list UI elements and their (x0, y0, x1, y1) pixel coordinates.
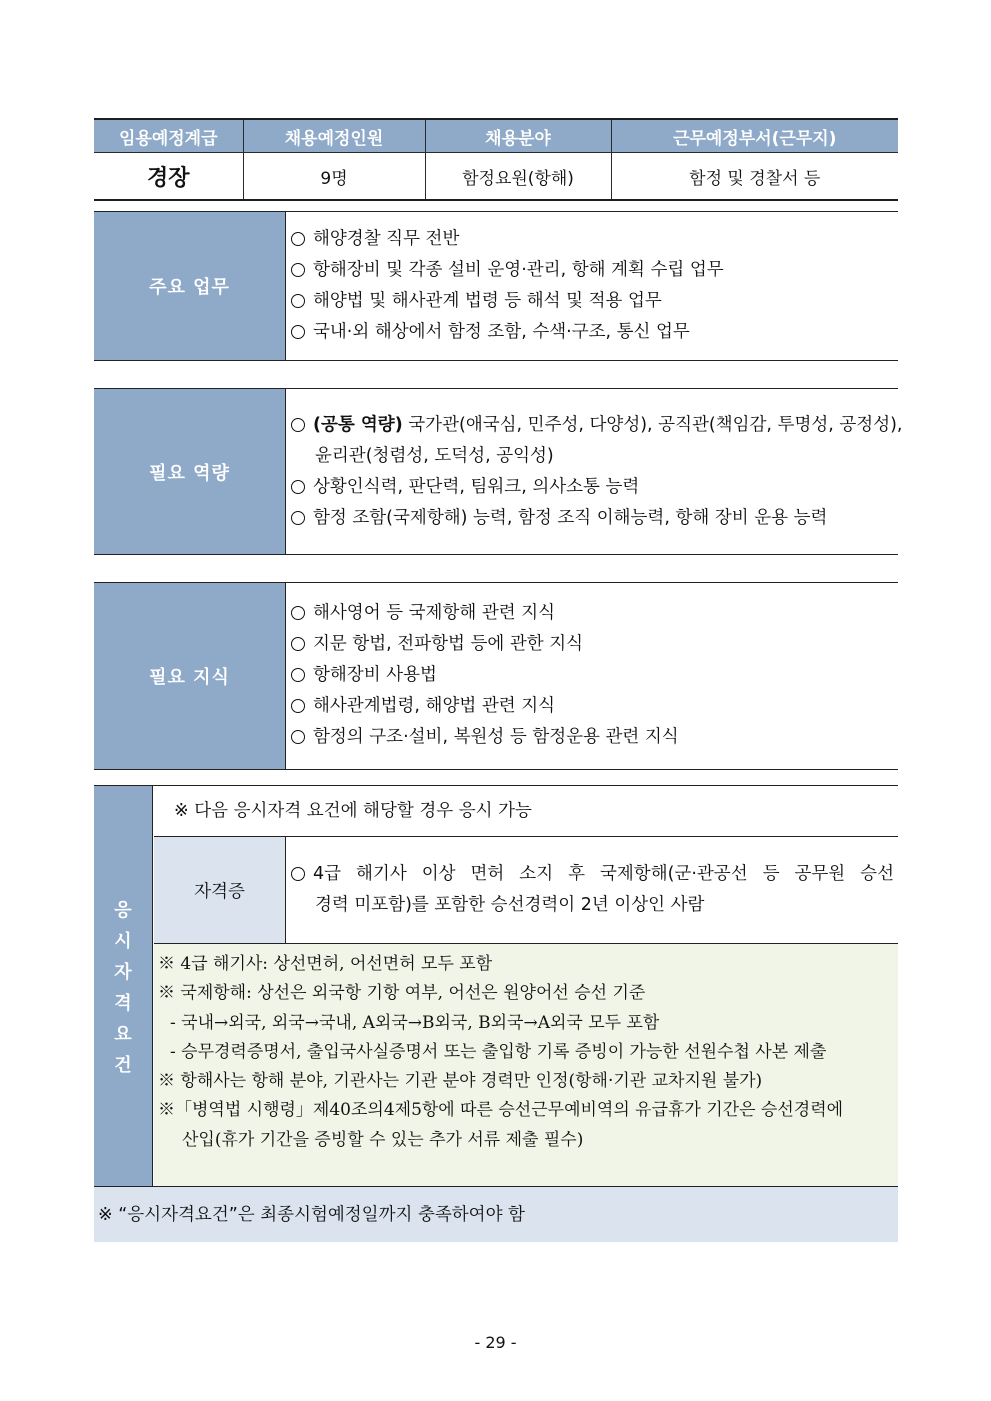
eligibility-section (94, 785, 898, 1186)
recruitment-summary-table (94, 118, 898, 201)
footer-note: ※ “응시자격요건”은 최종시험예정일까지 충족하여야 함 (94, 1186, 898, 1242)
knowledge-section (94, 582, 898, 770)
circle-bullet-icon (291, 867, 305, 881)
circle-bullet-icon (291, 511, 305, 525)
certificate-requirement: 4급 해기사 이상 면허 소지 후 국제항해(군·관공선 등 공무원 승선 경력 미포함)를 포함한 승선경력이 2년 이상인 사람 (286, 837, 898, 943)
eligibility-intro-note: ※ 다음 응시자격 요건에 해당할 경우 응시 가능 (154, 786, 898, 837)
note-line: ※ 국제항해: 상선은 외국항 기항 여부, 어선은 원양어선 승선 기준 (158, 983, 646, 1004)
summary-data-row (94, 153, 898, 201)
list-item: 상황인식력, 판단력, 팀워크, 의사소통 능력 (291, 472, 892, 503)
circle-bullet-icon (291, 699, 305, 713)
duties-section (94, 211, 898, 361)
list-item: 국내·외 해상에서 함정 조함, 수색·구조, 통신 업무 (291, 317, 892, 348)
list-item-continuation: 윤리관(청렴성, 도덕성, 공익성) (315, 446, 554, 466)
col-rank-header: 임용예정계급 (94, 119, 243, 153)
competency-list (286, 389, 903, 554)
note-line: 산입(휴가 기간을 증빙할 수 있는 추가 서류 제출 필수) (182, 1129, 584, 1150)
circle-bullet-icon (291, 606, 305, 620)
col-headcount-header: 채용예정인원 (243, 119, 425, 153)
col-field-header: 채용분야 (425, 119, 611, 153)
col-dept-header: 근무예정부서(근무지) (611, 119, 898, 153)
duties-list (286, 212, 898, 360)
circle-bullet-icon (291, 418, 305, 432)
list-item: 해양법 및 해사관계 법령 등 해석 및 적용 업무 (291, 286, 892, 317)
note-line: - 승무경력증명서, 출입국사실증명서 또는 출입항 기록 증빙이 가능한 선원수첩 사본 제출 (170, 1041, 827, 1062)
list-item: 함정의 구조·설비, 복원성 등 함정운용 관련 지식 (291, 722, 892, 753)
page-number: - 29 - (474, 1333, 517, 1352)
summary-header-row (94, 119, 898, 153)
headcount-value: 9명 (243, 153, 425, 201)
knowledge-label: 필요 지식 (94, 583, 286, 769)
circle-bullet-icon (291, 668, 305, 682)
rank-value: 경장 (94, 153, 243, 201)
eligibility-side-label: 응 시 자 격 요 건 (94, 786, 153, 1186)
circle-bullet-icon (291, 730, 305, 744)
circle-bullet-icon (291, 325, 305, 339)
duties-label: 주요 업무 (94, 212, 286, 360)
circle-bullet-icon (291, 480, 305, 494)
list-item: 해사관계법령, 해양법 관련 지식 (291, 691, 892, 722)
list-item: (공통 역량) 국가관(애국심, 민주성, 다양성), 공직관(책임감, 투명성, 공정성), (291, 410, 892, 441)
circle-bullet-icon (291, 637, 305, 651)
note-line: ※ 4급 해기사: 상선면허, 어선면허 모두 포함 (158, 954, 493, 974)
circle-bullet-icon (291, 232, 305, 246)
note-line: ※ 항해사는 항해 분야, 기관사는 기관 분야 경력만 인정(항해·기관 교차지원 불가) (158, 1071, 763, 1092)
list-item: 지문 항법, 전파항법 등에 관한 지식 (291, 629, 892, 660)
field-value: 함정요원(항해) (425, 153, 611, 201)
note-line: - 국내→외국, 외국→국내, A외국→B외국, B외국→A외국 모두 포함 (170, 1012, 660, 1033)
competency-label: 필요 역량 (94, 389, 286, 554)
competency-section (94, 388, 903, 555)
list-item: 해사영어 등 국제항해 관련 지식 (291, 598, 892, 629)
list-item: 함정 조함(국제항해) 능력, 함정 조직 이해능력, 항해 장비 운용 능력 (291, 503, 892, 534)
circle-bullet-icon (291, 263, 305, 277)
list-item: 항해장비 사용법 (291, 660, 892, 691)
certificate-label: 자격증 (154, 837, 286, 943)
circle-bullet-icon (291, 294, 305, 308)
dept-value: 함정 및 경찰서 등 (611, 153, 898, 201)
knowledge-list (286, 583, 898, 769)
eligibility-notes (154, 943, 898, 1186)
list-item: 항해장비 및 각종 설비 운영·관리, 항해 계획 수립 업무 (291, 255, 892, 286)
note-line: ※「병역법 시행령」제40조의4제5항에 따른 승선근무예비역의 유급휴가 기간은 승선경력에 (158, 1100, 844, 1121)
list-item: 해양경찰 직무 전반 (291, 224, 892, 255)
